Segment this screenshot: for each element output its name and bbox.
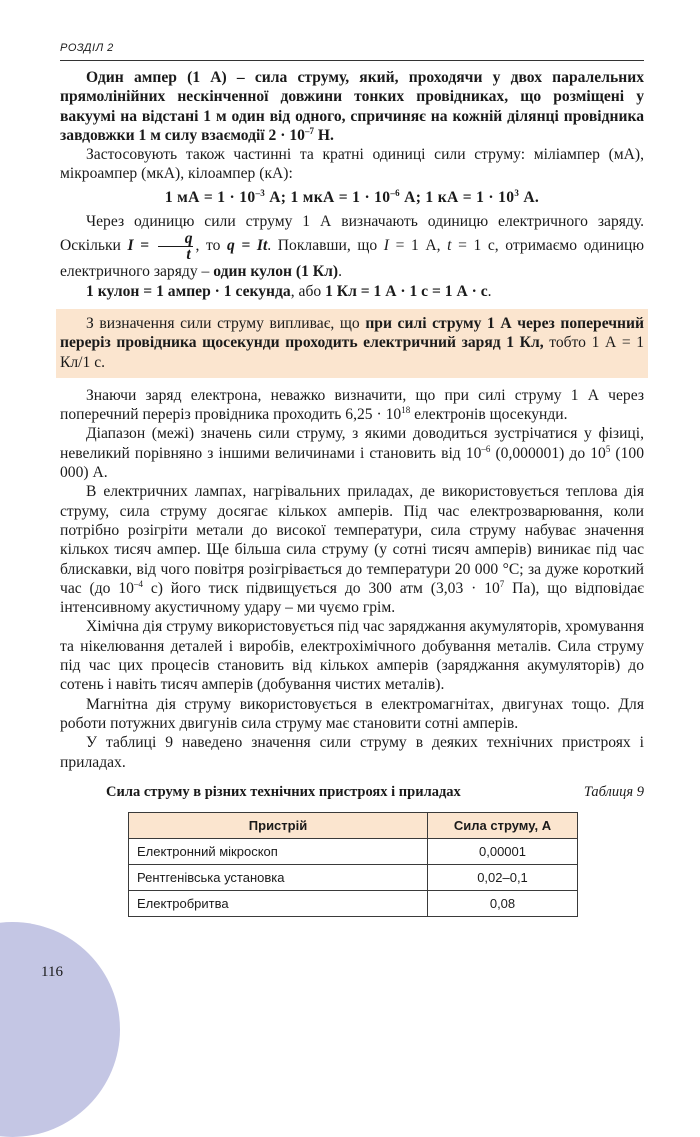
formula-part: А; 1 кА = 1 · 10 xyxy=(399,188,515,206)
fraction-denominator: t xyxy=(186,246,191,264)
highlight-box xyxy=(56,309,648,378)
definition-exponent: –7 xyxy=(304,125,314,136)
charge-unit-paragraph xyxy=(60,212,644,282)
current-cell: 0,00001 xyxy=(428,838,578,864)
coulomb-equation: 1 Кл = 1 А · 1 с = 1 А · с xyxy=(325,282,488,300)
highlight-paragraph xyxy=(60,314,644,372)
text-run: Через одиницю сили струму 1 А визначають одиницю електричного заряду. Оскільки xyxy=(60,213,644,255)
table-header-row xyxy=(129,812,578,838)
header-device: Пристрій xyxy=(129,812,428,838)
text-run: . Поклавши, що xyxy=(267,237,384,255)
formula-exponent: 3 xyxy=(514,187,520,198)
table-row xyxy=(129,838,578,864)
text-run: (0,000001) до 10 xyxy=(490,444,606,462)
formula-part: А. xyxy=(519,188,540,206)
formula-q: q = It xyxy=(227,237,268,255)
device-cell: Електронний мікроскоп xyxy=(129,838,428,864)
range-paragraph xyxy=(60,424,644,482)
var-I: I xyxy=(383,237,389,255)
text-run: (100 000) А. xyxy=(60,444,644,482)
current-table xyxy=(128,812,578,917)
highlight-bold: при силі струму 1 А через поперечний переріз провідника щосекунди проходить електричний заряд 1 Кл, xyxy=(60,314,644,352)
text-run: В електричних лампах, нагрівальних приладах, де використовується теплова дія струму, сила струму досягає кількох амперів. Під час електрозварювання, коли потрібно розігріти метали до високої температури, сила струму набуває значення кількох тисяч ампер. Ще більша сила струму (у сотні тисяч амперів) виникає під час блискавки, від чого повітря розігрівається до температури 20 000 °С; за дуже короткий час (до 10 xyxy=(60,483,644,597)
exponent: 7 xyxy=(499,578,505,589)
text-run: = 1 с, отримаємо одиницю електричного заряду – xyxy=(60,237,644,281)
text-run: , то xyxy=(195,237,227,255)
formula-exponent: –3 xyxy=(255,187,266,198)
current-cell: 0,02–0,1 xyxy=(428,864,578,890)
table-title: Сила струму в різних технічних пристроях і приладах xyxy=(106,783,461,800)
coulomb-term: один кулон (1 Кл) xyxy=(213,263,339,281)
fraction-q-over-t xyxy=(158,231,194,262)
definition-end: Н. xyxy=(313,126,334,144)
table-row xyxy=(129,890,578,916)
text-run: . xyxy=(338,263,342,281)
header-current: Сила струму, А xyxy=(428,812,578,838)
units-formula xyxy=(60,188,644,207)
definition-text: Один ампер (1 А) – сила струму, який, проходячи у двох паралельних прямолінійних нескінченної довжини тонких провідниках, що розміщені у вакуумі на відстані 1 м один від одного, спричиняє на кожній ділянці провідника завдовжки 1 м силу взаємодії 2 · 10 xyxy=(60,69,644,144)
text-run: Па), що відповідає інтенсивному акустичному удару – ми чуємо грім. xyxy=(60,579,644,617)
magnetic-paragraph: Магнітна дія струму використовується в електромагнітах, двигунах тощо. Для роботи потужних двигунів сила струму має становити сотні амперів. xyxy=(60,695,644,732)
exponent: 18 xyxy=(401,405,411,416)
formula-I: I xyxy=(127,237,134,255)
table-label: Таблиця 9 xyxy=(583,783,644,800)
var-t: t xyxy=(447,237,452,255)
text-run: с) його тиск підвищується до 300 атм (3,03 · 10 xyxy=(142,579,500,597)
text-run: Знаючи заряд електрона, неважко визначити, що при силі струму 1 А через поперечний переріз провідника проходить 6,25 · 10 xyxy=(60,386,644,424)
electrons-paragraph xyxy=(60,386,644,425)
text-run: тобто 1 А = 1 Кл/1 с. xyxy=(60,334,645,371)
text-run: З визначення сили струму випливає, що xyxy=(86,314,366,332)
table-caption xyxy=(60,784,644,806)
current-cell: 0,08 xyxy=(428,890,578,916)
page-content xyxy=(60,68,644,917)
device-cell: Рентгенівська установка xyxy=(129,864,428,890)
table-row xyxy=(129,864,578,890)
definition-paragraph xyxy=(60,68,644,145)
device-cell: Електробритва xyxy=(129,890,428,916)
text-run: = 1 А, xyxy=(388,237,448,255)
table-intro-paragraph: У таблиці 9 наведено значення сили струму в деяких технічних пристроях і приладах. xyxy=(60,734,644,771)
section-label: РОЗДІЛ 2 xyxy=(60,42,114,54)
text-run: Діапазон (межі) значень сили струму, з якими доводиться зустрічатися у фізиці, невеликий порівняно з іншими величинами і становить від 10 xyxy=(60,425,644,462)
page-number: 116 xyxy=(41,964,63,980)
coulomb-paragraph xyxy=(60,282,644,301)
formula-eq: = xyxy=(133,237,156,255)
text-run: електронів щосекунди. xyxy=(410,406,568,424)
text-run: , або xyxy=(290,282,326,300)
formula-exponent: –6 xyxy=(390,187,400,198)
exponent: –4 xyxy=(133,578,143,589)
exponent: 5 xyxy=(605,443,611,454)
section-header xyxy=(60,42,644,61)
coulomb-definition: 1 кулон = 1 ампер · 1 секунда xyxy=(86,282,291,300)
lamps-paragraph xyxy=(60,482,644,617)
corner-decoration xyxy=(0,922,120,1137)
formula-part: 1 мА = 1 · 10 xyxy=(164,188,256,206)
text-run: . xyxy=(487,282,492,300)
formula-part: А; 1 мкА = 1 · 10 xyxy=(265,188,391,206)
chemical-paragraph: Хімічна дія струму використовується під час заряджання акумуляторів, хромування та нікелювання деталей і виробів, електрохімічного добування металів. Сила струму під час цих процесів становить від кількох амперів (заряджання акумуляторів) до сотень і навіть тисяч амперів (добування чистих металів). xyxy=(60,618,644,694)
fraction-numerator: q xyxy=(158,231,194,247)
units-intro-paragraph: Застосовують також частинні та кратні одиниці сили струму: міліампер (мА), мікроампер (мкА), кілоампер (кА): xyxy=(60,146,644,183)
exponent: –6 xyxy=(481,443,491,454)
